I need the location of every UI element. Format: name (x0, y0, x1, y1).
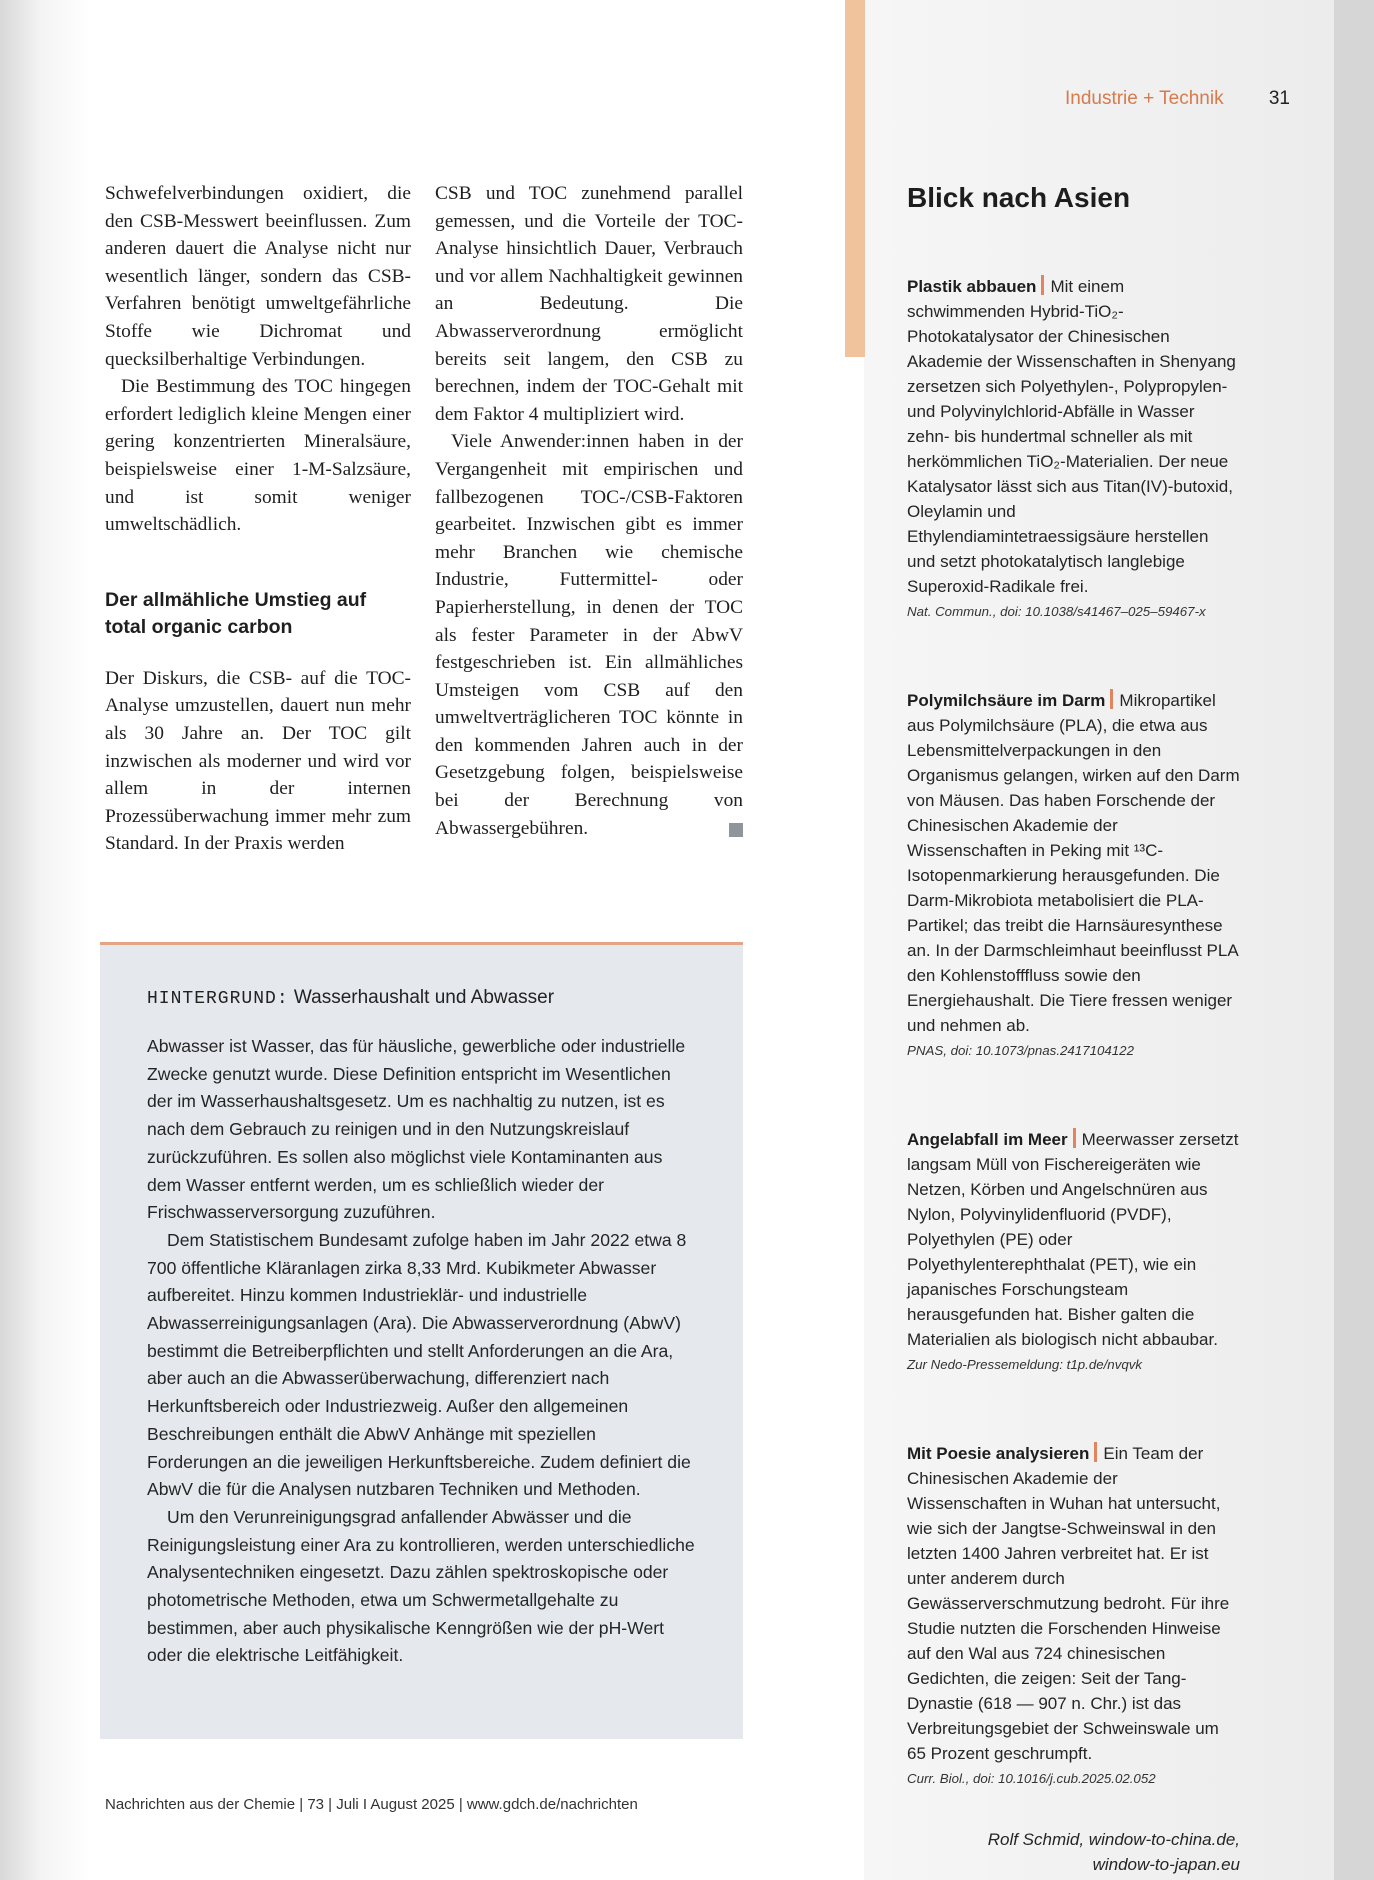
page-edge (1334, 0, 1374, 1880)
author-line: window-to-japan.eu (1092, 1855, 1240, 1874)
background-info-box (100, 942, 743, 1739)
box-paragraph: Dem Statistischem Bundesamt zufolge haben im Jahr 2022 etwa 8 700 öffentliche Kläranlagen zirka 8,33 Mrd. Kubikmeter Abwasser aufbereitet. Hinzu kommen Industrieklär- und industrielle Abwasserreinigungsanlagen (Ara). Die Abwasserverordnung (AbwV) bestimmt die Betreiberpflichten und stellt Anforderungen an die Ara, aber auch an die Abwasserüberwachung, differenziert nach Herkunftsbereich oder Industriezweig. Außer den allgemeinen Beschreibungen enthält die AbwV Anhänge mit speziellen Forderungen an die jeweiligen Herkunftsbereiche. Zudem definiert die AbwV die für die Analysen nutzbaren Techniken und Methoden. (147, 1229, 691, 1500)
news-body: Meerwasser zersetzt langsam Müll von Fischereigeräten wie Netzen, Körben und Angelschnüren aus Nylon, Polyvinylidenfluorid (PVDF), Polyethylen (PE) oder Polyethylenterephthalat (PET), wie ein japanisches Forschungsteam herausgefunden hat. Bisher galten die Materialien als biologisch nicht abbaubar. (907, 1130, 1239, 1349)
news-citation: PNAS, doi: 10.1073/pnas.2417104122 (907, 1043, 1134, 1058)
running-header (1065, 88, 1290, 110)
end-of-article-mark (729, 823, 743, 837)
paragraph: Der Diskurs, die CSB- auf die TOC-Analyse umzustellen, dauert nun mehr als 30 Jahre an. Der TOC gilt inzwischen als moderner und wird vor allem in der internen Prozessüberwachung immer mehr zum Standard. In der Praxis werden (105, 667, 411, 855)
news-citation: Curr. Biol., doi: 10.1016/j.cub.2025.02.052 (907, 1771, 1156, 1786)
separator-bar (1094, 1442, 1097, 1462)
paragraph: Die Bestimmung des TOC hingegen erfordert lediglich kleine Mengen einer gering konzentrierten Mineralsäure, beispielsweise einer 1-M-Salzsäure, und ist somit weniger umweltschädlich. (105, 376, 411, 536)
page-footer: Nachrichten aus der Chemie | 73 | Juli I August 2025 | www.gdch.de/nachrichten (105, 1796, 638, 1813)
news-body: Mikropartikel aus Polymilchsäure (PLA), die etwa aus Lebensmittelverpackungen in den Organismus gelangen, wirken auf den Darm von Mäusen. Das haben Forschende der Chinesischen Akademie der Wissenschaften in Peking mit ¹³C-Isotopenmarkierung herausgefunden. Die Darm-Mikrobiota metabolisiert die PLA-Partikel; das treibt die Harnsäuresynthese an. In der Darmschleimhaut beeinflusst PLA den Kohlenstofffluss sowie den Energiehaushalt. Die Tiere fressen weniger und nehmen ab. (907, 691, 1240, 1035)
news-headline: Angelabfall im Meer (907, 1130, 1068, 1149)
news-headline: Plastik abbauen (907, 277, 1037, 296)
sidebar-title: Blick nach Asien (907, 182, 1131, 213)
news-item (907, 1441, 1240, 1789)
news-item (907, 274, 1240, 622)
news-item (907, 688, 1240, 1061)
news-headline: Polymilchsäure im Darm (907, 691, 1106, 710)
box-paragraph: Abwasser ist Wasser, das für häusliche, gewerbliche oder industrielle Zwecke genutzt wurde. Diese Definition entspricht im Wesentlichen der im Wasserhaushaltsgesetz. Um es nachhaltig zu nutzen, ist es nach dem Gebrauch zu reinigen und in den Nutzungskreislauf zurückzuführen. Es sollen also möglichst viele Kontaminanten aus dem Wasser entfernt werden, um es schließlich wieder der Frischwasserversorgung zuzuführen. (147, 1036, 686, 1223)
article-column-1 (105, 180, 411, 858)
subheading: Der allmähliche Umstieg auf total organic carbon (105, 588, 367, 638)
box-paragraph: Um den Verunreinigungsgrad anfallender Abwässer und die Reinigungsleistung einer Ara zu kontrollieren, werden unterschiedliche Analysentechniken eingesetzt. Dazu zählen spektroskopische oder photometrische Methoden, etwa um Schwermetallgehalte zu bestimmen, aber auch physikalische Kenngrößen wie der pH-Wert oder die elektrische Leitfähigkeit. (147, 1506, 695, 1666)
box-kicker: HINTERGRUND: (147, 989, 289, 1009)
box-title (147, 987, 695, 1009)
news-citation: Nat. Commun., doi: 10.1038/s41467–025–59467-x (907, 604, 1206, 619)
orange-accent-bar (845, 0, 865, 357)
separator-bar (1110, 689, 1113, 709)
paragraph: Schwefelverbindungen oxidiert, die den CSB-Messwert beeinflussen. Zum anderen dauert die Analyse nicht nur wesentlich länger, sondern das CSB-Verfahren benötigt umweltgefährliche Stoffe wie Dichromat und quecksilberhaltige Verbindungen. (105, 183, 411, 370)
author-credit (907, 1827, 1240, 1877)
paragraph (435, 428, 743, 842)
news-sidebar (907, 182, 1240, 1877)
news-citation: Zur Nedo-Pressemeldung: t1p.de/nvqvk (907, 1357, 1143, 1372)
section-name: Industrie + Technik (1064, 88, 1224, 109)
article-column-2 (435, 180, 743, 842)
paragraph-text: Viele Anwender:innen haben in der Vergangenheit mit empirischen und fallbezogenen TOC-/CSB-Faktoren gearbeitet. Inzwischen gibt es immer mehr Branchen wie chemische Industrie, Futtermittel- oder Papierherstellung, in denen der TOC als fester Parameter in der AbwV festgeschrieben ist. Ein allmähliches Umsteigen vom CSB auf den umweltverträglicheren TOC könnte in den kommenden Jahren auch in der Gesetzgebung folgen, beispielsweise bei der Berechnung von Abwassergebühren. (435, 431, 743, 839)
author-line: Rolf Schmid, window-to-china.de, (987, 1830, 1240, 1849)
news-item (907, 1127, 1240, 1375)
news-headline: Mit Poesie analysieren (907, 1444, 1090, 1463)
separator-bar (1041, 275, 1044, 295)
news-body: Mit einem schwimmenden Hybrid-TiO₂-Photokatalysator der Chinesischen Akademie der Wissenschaften in Shenyang zersetzen sich Polyethylen-, Polypropylen- und Polyvinylchlorid-Abfälle in Wasser zehn- bis hundertmal schneller als mit herkömmlichen TiO₂-Materialien. Der neue Katalysator lässt sich aus Titan(IV)-butoxid, Oleylamin und Ethylendiamintetraessigsäure herstellen und setzt photokatalytisch langlebige Superoxid-Radikale frei. (907, 277, 1236, 596)
paragraph: CSB und TOC zunehmend parallel gemessen, und die Vorteile der TOC-Analyse hinsichtlich Dauer, Verbrauch und vor allem Nachhaltigkeit gewinnen an Bedeutung. Die Abwasserverordnung ermöglicht bereits seit langem, den CSB zu berechnen, indem der TOC-Gehalt mit dem Faktor 4 multipliziert wird. (435, 183, 743, 425)
news-body: Ein Team der Chinesischen Akademie der Wissenschaften in Wuhan hat untersucht, wie sich der Jangtse-Schweinswal in den letzten 1400 Jahren verbreitet hat. Er ist unter anderem durch Gewässerverschmutzung bedroht. Für ihre Studie nutzten die Forschenden Hinweise auf den Wal aus 724 chinesischen Gedichten, die zeigen: Seit der Tang-Dynastie (618 — 907 n. Chr.) ist das Verbreitungsgebiet der Schweinswale um 65 Prozent geschrumpft. (907, 1444, 1230, 1763)
page-number: 31 (1268, 88, 1290, 109)
separator-bar (1073, 1128, 1076, 1148)
box-heading: Wasserhaushalt und Abwasser (293, 987, 555, 1008)
